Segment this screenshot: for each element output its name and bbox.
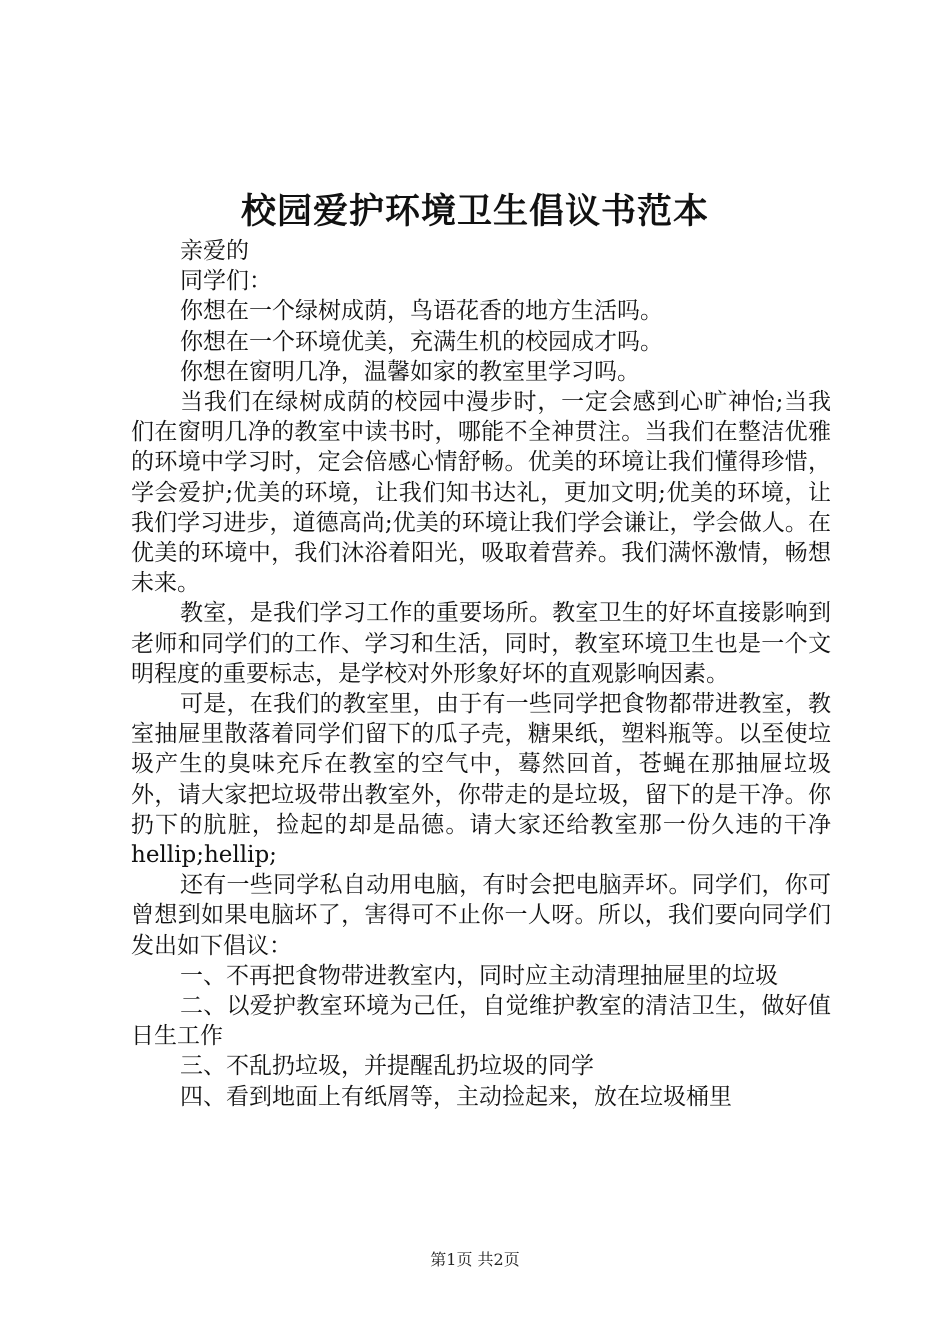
paragraph-question-1: 你想在一个绿树成荫，鸟语花香的地方生活吗。 (180, 298, 663, 325)
document-title: 校园爱护环境卫生倡议书范本 (240, 192, 709, 232)
paragraph-computer: 还有一些同学私自动用电脑，有时会把电脑弄坏。同学们，你可曾想到如果电脑坏了，害得可不止你一人呀。所以，我们要向同学们发出如下倡议： (131, 872, 831, 959)
proposal-item-3: 三、不乱扔垃圾，并提醒乱扔垃圾的同学 (180, 1053, 594, 1080)
paragraph-environment: 当我们在绿树成荫的校园中漫步时，一定会感到心旷神怡;当我们在窗明几净的教室中读书时，哪能不全神贯注。当我们在整洁优雅的环境中学习时，定会倍感心情舒畅。优美的环境让我们懂得珍惜，学会爱护;优美的环境，让我们知书达礼，更加文明;优美的环境，让我们学习进步，道德高尚;优美的环境让我们学会谦让，学会做人。在优美的环境中，我们沐浴着阳光，吸取着营养。我们满怀激情，畅想未来。 (131, 389, 831, 597)
proposal-item-2: 二、以爱护教室环境为己任，自觉维护教室的清洁卫生，做好值日生工作 (131, 993, 831, 1050)
proposal-item-1: 一、不再把食物带进教室内，同时应主动清理抽屉里的垃圾 (180, 962, 778, 989)
page-number: 第1页 共2页 (430, 1250, 520, 1269)
paragraph-question-3: 你想在窗明几净，温馨如家的教室里学习吗。 (180, 358, 640, 385)
paragraph-question-2: 你想在一个环境优美，充满生机的校园成才吗。 (180, 328, 663, 355)
paragraph-greeting-1: 亲爱的 (180, 238, 249, 264)
paragraph-greeting-2: 同学们： (180, 268, 272, 295)
document-body (131, 236, 831, 1112)
paragraph-classroom: 教室，是我们学习工作的重要场所。教室卫生的好坏直接影响到老师和同学们的工作、学习和生活，同时，教室环境卫生也是一个文明程度的重要标志，是学校对外形象好坏的直观影响因素。 (131, 600, 831, 687)
paragraph-problem: 可是，在我们的教室里，由于有一些同学把食物都带进教室，教室抽屉里散落着同学们留下的瓜子壳，糖果纸，塑料瓶等。以至使垃圾产生的臭味充斥在教室的空气中，蓦然回首，苍蝇在那抽屉垃圾外，请大家把垃圾带出教室外，你带走的是垃圾，留下的是干净。你扔下的肮脏，捡起的却是品德。请大家还给教室那一份久违的干净hellip;hellip; (131, 691, 831, 869)
proposal-item-4: 四、看到地面上有纸屑等，主动捡起来，放在垃圾桶里 (180, 1083, 732, 1110)
